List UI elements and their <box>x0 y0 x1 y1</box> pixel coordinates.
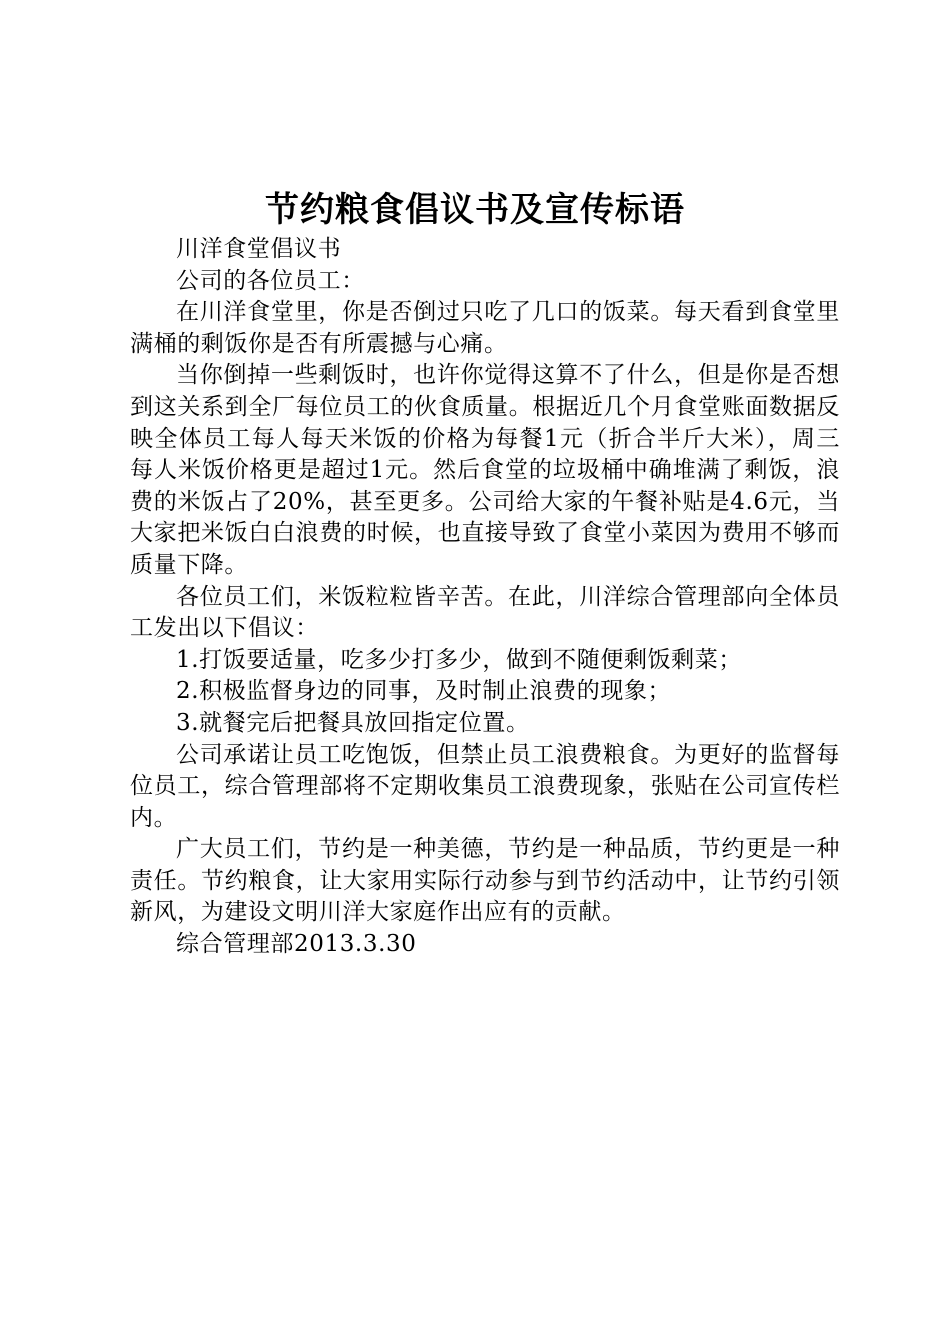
proposal-item: 3.就餐完后把餐具放回指定位置。 <box>176 709 530 736</box>
document-title: 节约粮食倡议书及宣传标语 <box>265 190 685 230</box>
proposal-item: 2.积极监督身边的同事，及时制止浪费的现象； <box>176 678 672 705</box>
body-paragraph: 广大员工们，节约是一种美德，节约是一种品质，节约更是一种责任。节约粮食，让大家用实际行动参与到节约活动中，让节约引领新风，为建设文明川洋大家庭作出应有的贡献。 <box>130 836 840 926</box>
document-body <box>130 234 840 961</box>
body-paragraph: 公司承诺让员工吃饱饭，但禁止员工浪费粮食。为更好的监督每位员工，综合管理部将不定期收集员工浪费现象，张贴在公司宣传栏内。 <box>130 741 840 831</box>
body-paragraph: 各位员工们，米饭粒粒皆辛苦。在此，川洋综合管理部向全体员工发出以下倡议： <box>130 583 840 642</box>
salutation: 公司的各位员工： <box>176 267 365 294</box>
proposal-item: 1.打饭要适量，吃多少打多少，做到不随便剩饭剩菜； <box>176 646 742 673</box>
body-paragraph: 当你倒掉一些剩饭时，也许你觉得这算不了什么，但是你是否想到这关系到全厂每位员工的伙食质量。根据近几个月食堂账面数据反映全体员工每人每天米饭的价格为每餐1元（折合半斤大米），周三每人米饭价格更是超过1元。然后食堂的垃圾桶中确堆满了剩饭，浪费的米饭占了20%，甚至更多。公司给大家的午餐补贴是4.6元，当大家把米饭白白浪费的时候，也直接导致了食堂小菜因为费用不够而质量下降。 <box>130 362 840 578</box>
proposal-heading: 川洋食堂倡议书 <box>176 236 342 262</box>
signature-date: 综合管理部2013.3.30 <box>176 931 417 958</box>
body-paragraph: 在川洋食堂里，你是否倒过只吃了几口的饭菜。每天看到食堂里满桶的剩饭你是否有所震撼与心痛。 <box>130 299 840 357</box>
